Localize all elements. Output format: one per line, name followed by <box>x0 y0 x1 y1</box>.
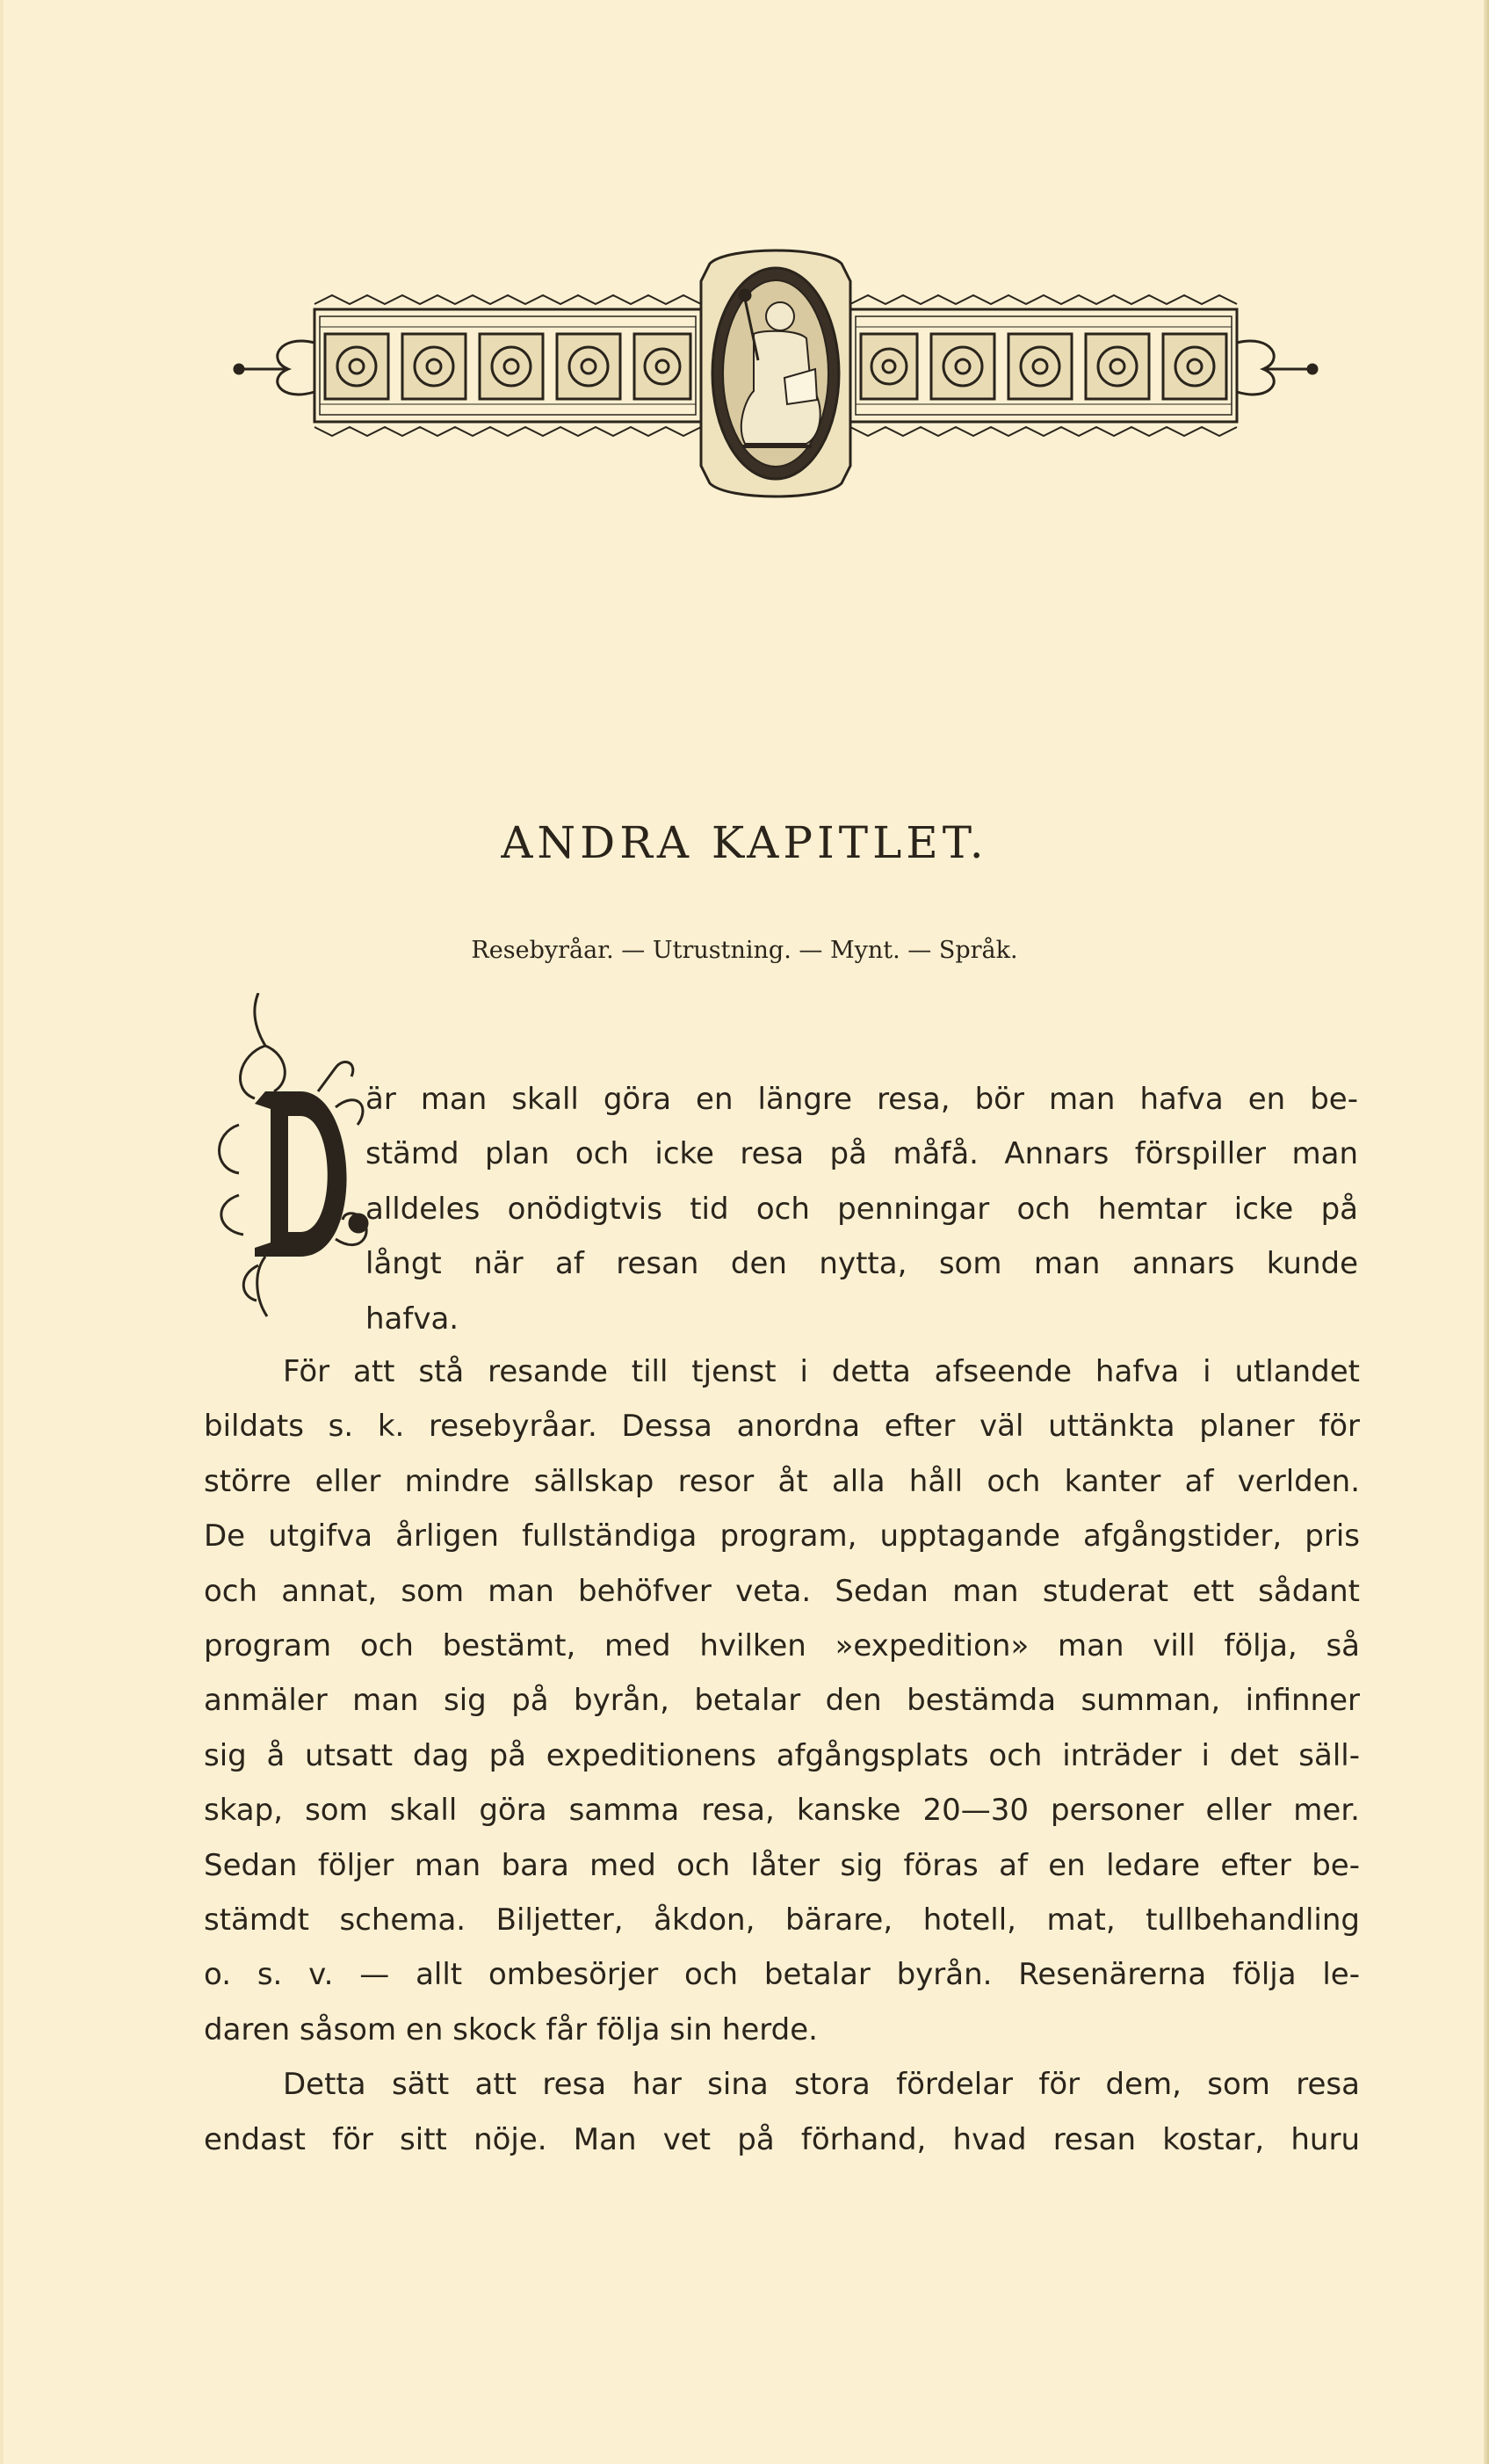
text-line: daren såsom en skock får följa sin herde. <box>204 2011 818 2047</box>
body-text <box>204 1344 1360 2167</box>
chapter-summary: Resebyråar. — Utrustning. — Mynt. — Språk. <box>471 937 1018 964</box>
text-line: o. s. v. — allt ombesörjer och betalar byrån. Resenärerna följa le- <box>204 1957 1360 1993</box>
page-edge-right <box>1484 0 1489 2464</box>
text-line: Detta sätt att resa har sina stora fördelar för dem, som resa <box>283 2067 1360 2103</box>
headband-ornament-icon <box>218 246 1334 501</box>
text-line: bildats s. k. resebyråar. Dessa anordna efter väl uttänkta planer för <box>204 1409 1360 1445</box>
drop-cap-d-icon <box>204 993 379 1318</box>
paragraph-2 <box>204 1344 1360 2057</box>
text-line: sig å utsatt dag på expeditionens afgångsplats och inträder i det säll- <box>204 1737 1360 1773</box>
text-line: hafva. <box>365 1301 459 1337</box>
text-line: endast för sitt nöje. Man vet på förhand, hvad resan kostar, huru <box>204 2121 1360 2157</box>
text-line: Sedan följer man bara med och låter sig föras af en ledare efter be- <box>204 1847 1360 1883</box>
text-line: program och bestämt, med hvilken »expedition» man vill följa, så <box>204 1628 1360 1664</box>
text-line: stämdt schema. Biljetter, åkdon, bärare, hotell, mat, tullbehandling <box>204 1902 1360 1939</box>
text-line: långt när af resan den nytta, som man annars kunde <box>365 1246 1358 1282</box>
text-line: och annat, som man behöfver veta. Sedan man studerat ett sådant <box>204 1573 1360 1609</box>
page-edge-left <box>0 0 4 2464</box>
paragraph-1 <box>365 1072 1358 1346</box>
text-line: anmäler man sig på byrån, betalar den bestämda summan, infinner <box>204 1683 1360 1719</box>
text-line: är man skall göra en längre resa, bör man hafva en be- <box>365 1082 1358 1117</box>
text-line: stämd plan och icke resa på måfå. Annars förspiller man <box>365 1136 1358 1172</box>
text-line: För att stå resande till tjenst i detta afseende hafva i utlandet <box>283 1354 1360 1389</box>
chapter-title: ANDRA KAPITLET. <box>501 817 988 868</box>
paragraph-3 <box>204 2057 1360 2167</box>
text-line: skap, som skall göra samma resa, kanske 20—30 personer eller mer. <box>204 1793 1360 1829</box>
text-line: De utgifva årligen fullständiga program, upptagande afgångstider, pris <box>204 1518 1360 1554</box>
text-line: alldeles onödigtvis tid och penningar och hemtar icke på <box>365 1191 1358 1227</box>
text-line: större eller mindre sällskap resor åt alla håll och kanter af verlden. <box>204 1463 1360 1499</box>
